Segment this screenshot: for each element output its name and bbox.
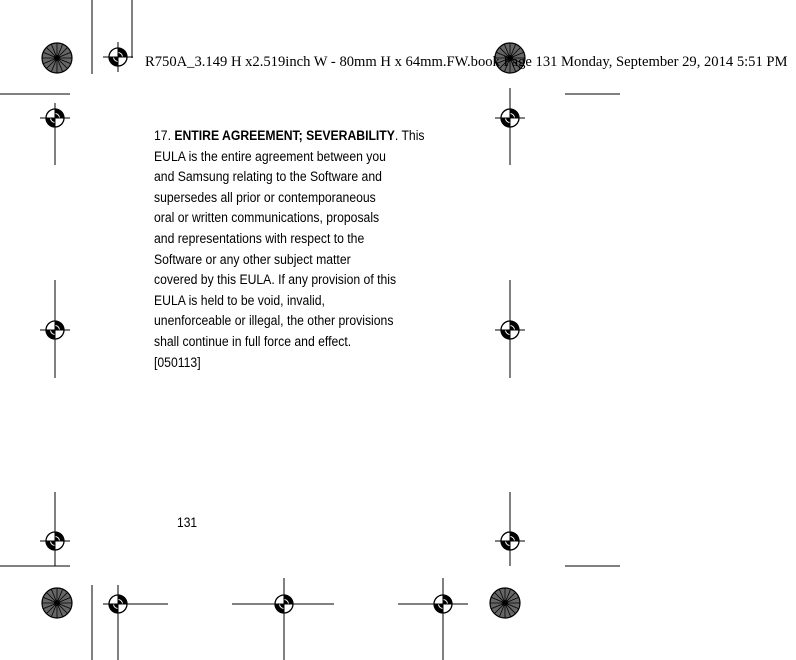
eula-section-17 [154, 126, 438, 373]
slug-line: R750A_3.149 H x2.519inch W - 80mm H x 64mm.FW.book Page 131 Monday, September 29, 2014 5:51 PM [145, 54, 788, 70]
section-line: oral or written communications, proposals [154, 210, 380, 227]
section-line: EULA is held to be void, invalid, [154, 292, 325, 309]
section-line: unenforceable or illegal, the other provisions [154, 313, 394, 330]
section-line: and Samsung relating to the Software and [154, 169, 382, 186]
section-line: Software or any other subject matter [154, 251, 351, 268]
section-line: EULA is the entire agreement between you [154, 148, 386, 165]
section-line: [050113] [154, 354, 201, 371]
section-heading: ENTIRE AGREEMENT; SEVERABILITY [174, 128, 395, 144]
section-number: 17. [154, 128, 175, 144]
section-line: . This [394, 128, 425, 144]
section-line: supersedes all prior or contemporaneous [154, 189, 376, 206]
page-number: 131 [177, 514, 198, 530]
section-first-line [154, 126, 438, 147]
section-line: and representations with respect to the [154, 230, 365, 247]
section-line: covered by this EULA. If any provision of this [154, 272, 397, 289]
section-line: shall continue in full force and effect. [154, 333, 352, 350]
